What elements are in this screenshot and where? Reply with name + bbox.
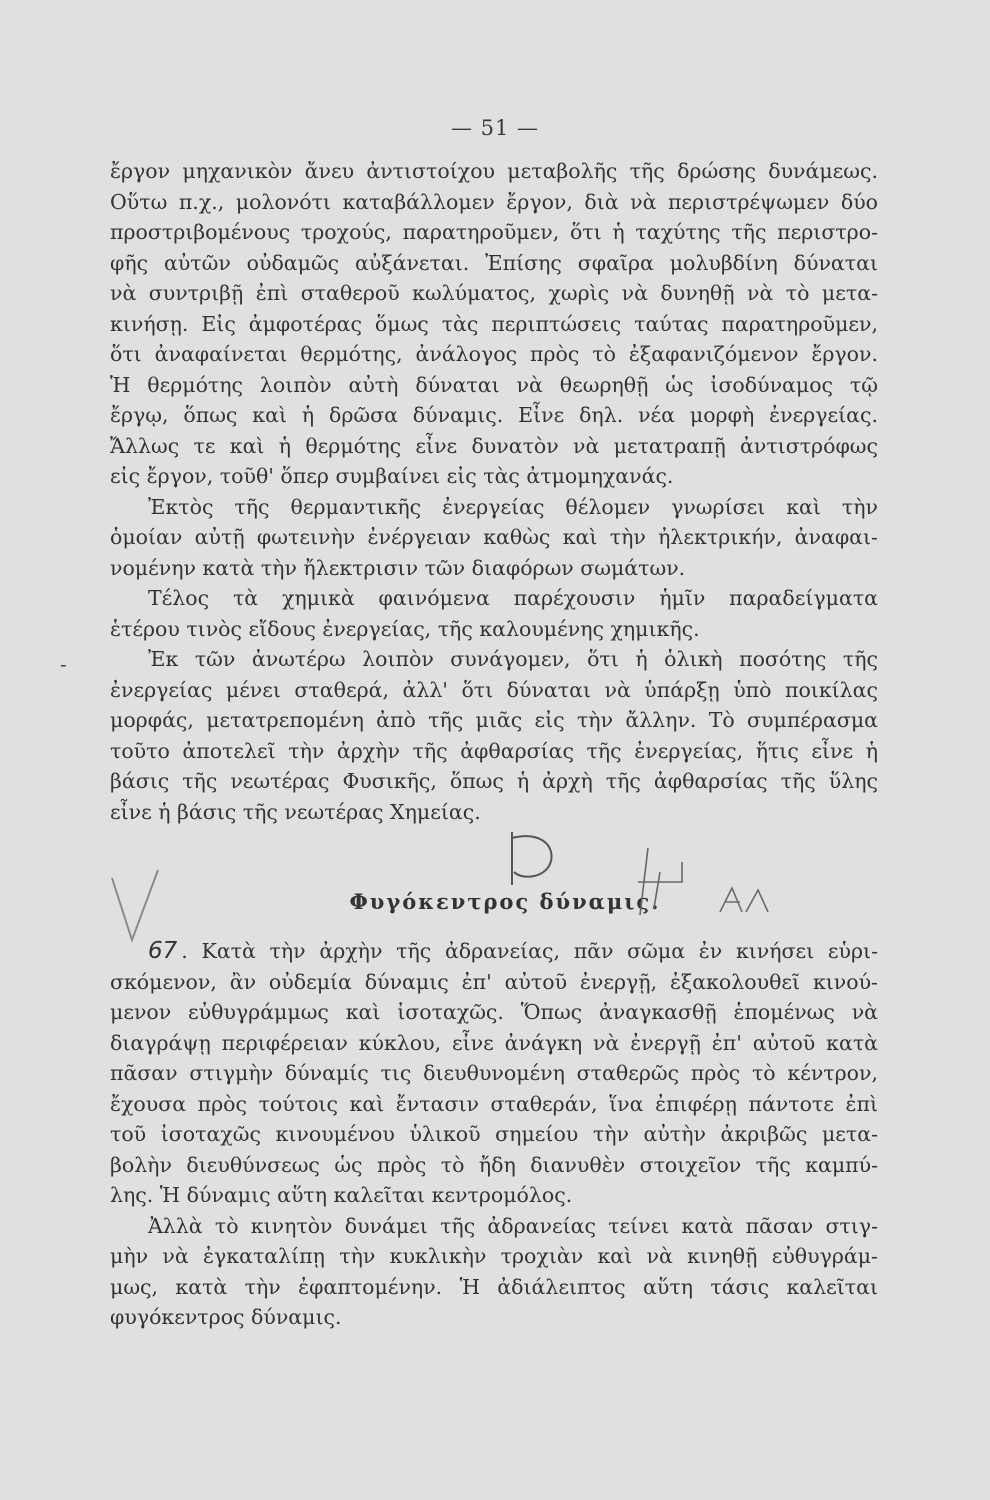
text-line: Ἐκτὸς τῆς θερμαντικῆς ἐνεργείας θέλομεν γνωρίσει καὶ τὴν <box>148 494 878 519</box>
text-line: ὅτι ἀναφαίνεται θερμότης, ἀνάλογος πρὸς τὸ ἐξαφανιζόμενον ἔργον. <box>110 342 878 366</box>
text-line: ἔργῳ, ὅπως καὶ ἡ δρῶσα δύναμις. Εἶνε δηλ. νέα μορφὴ ἐνεργείας. <box>110 403 878 427</box>
text-line: βάσις τῆς νεωτέρας Φυσικῆς, ὅπως ἡ ἀρχὴ τῆς ἀφθαρσίας τῆς ὕλης <box>110 769 878 793</box>
text-line: μενον εὐθυγράμμως καὶ ἰσοταχῶς. Ὅπως ἀναγκασθῇ ἑπομένως νὰ <box>110 1000 878 1024</box>
text-line: βολὴν διευθύνσεως ὡς πρὸς τὸ ἤδη διανυθὲν στοιχεῖον τῆς καμπύ- <box>110 1152 878 1177</box>
checkmark-pencil-mark <box>112 870 158 940</box>
paragraph-block-energy <box>110 156 878 827</box>
section-number: 67 <box>148 938 178 964</box>
text-line: ἐνεργείας μένει σταθερά, ἀλλ' ὅτι δύναται νὰ ὑπάρξῃ ὑπὸ ποικίλας <box>110 677 878 702</box>
text-line: Ἐκ τῶν ἀνωτέρω λοιπὸν συνάγομεν, ὅτι ἡ ὁλικὴ ποσότης τῆς <box>148 647 878 671</box>
text-line: Τέλος τὰ χημικὰ φαινόμενα παρέχουσιν ἡμῖν παραδείγματα <box>148 586 878 610</box>
paragraph-block-centrifugal <box>110 936 878 1333</box>
text-line: ἔργον μηχανικὸν ἄνευ ἀντιστοίχου μεταβολῆς τῆς δρώσης δυνάμεως. <box>110 159 878 183</box>
text-line: μως, κατὰ τὴν ἐφαπτομένην. Ἡ ἀδιάλειπτος αὕτη τάσις καλεῖται <box>110 1274 878 1299</box>
text-line: προστριβομένους τροχούς, παρατηροῦμεν, ὅτι ἡ ταχύτης τῆς περιστρο- <box>110 220 878 244</box>
text-line: ἔχουσα πρὸς τούτοις καὶ ἔντασιν σταθεράν, ἵνα ἐπιφέρῃ πάντοτε ἐπὶ <box>110 1091 878 1116</box>
text-line: εἰς ἔργον, τοῦθ' ὅπερ συμβαίνει εἰς τὰς ἀτμομηχανάς. <box>110 464 674 488</box>
text-line: Ἄλλως τε καὶ ἡ θερμότης εἶνε δυνατὸν νὰ μετατραπῇ ἀντιστρόφως <box>110 433 878 458</box>
text-line: πᾶσαν στιγμὴν δύναμίς τις διευθυνομένη σταθερῶς πρὸς τὸ κέντρον, <box>110 1061 878 1085</box>
section-heading: Φυγόκεντρος δύναμις. <box>349 889 661 914</box>
text-line: λης. Ἡ δύναμις αὕτη καλεῖται κεντρομόλος. <box>110 1183 573 1207</box>
text-line: τοῦ ἰσοταχῶς κινουμένου ὑλικοῦ σημείου τὴν αὐτὴν ἀκριβῶς μετα- <box>110 1122 878 1146</box>
text-line: μὴν νὰ ἐγκαταλίπῃ τὴν κυκλικὴν τροχιὰν καὶ νὰ κινηθῇ εὐθυγράμ- <box>110 1244 878 1268</box>
text-line: κινήσῃ. Εἰς ἀμφοτέρας ὅμως τὰς περιπτώσεις ταύτας παρατηροῦμεν, <box>110 311 878 336</box>
text-line: φῆς αὐτῶν οὐδαμῶς αὐξάνεται. Ἐπίσης σφαῖρα μολυβδίνη δύναται <box>110 250 878 275</box>
text-line: νομένην κατὰ τὴν ἤλεκτρισιν τῶν διαφόρων σωμάτων. <box>110 555 686 580</box>
text-line: ἑτέρου τινὸς εἴδους ἐνεργείας, τῆς καλουμένης χημικῆς. <box>110 616 700 641</box>
text-line: μορφάς, μετατρεπομένη ἀπὸ τῆς μιᾶς εἰς τὴν ἄλλην. Τὸ συμπέρασμα <box>110 708 878 732</box>
section-first-line <box>110 936 878 967</box>
text-line: νὰ συντριβῇ ἐπὶ σταθεροῦ κωλύματος, χωρὶς νὰ δυνηθῇ νὰ τὸ μετα- <box>110 281 878 305</box>
page-number: — 51 — <box>450 116 540 140</box>
text-line: Οὕτω π.χ., μολονότι καταβάλλομεν ἔργον, διὰ νὰ περιστρέψωμεν δύο <box>110 189 878 214</box>
text-line: τοῦτο ἀποτελεῖ τὴν ἀρχὴν τῆς ἀφθαρσίας τῆς ἐνεργείας, ἥτις εἶνε ἡ <box>110 738 878 763</box>
pencil-scribble-mark <box>512 832 552 885</box>
text-line: σκόμενον, ἂν οὐδεμία δύναμις ἐπ' αὐτοῦ ἐνεργῇ, ἐξακολουθεῖ κινού- <box>110 969 878 994</box>
text-line: φυγόκεντρος δύναμις. <box>110 1305 342 1329</box>
pencil-scribble-mark <box>720 888 768 912</box>
text-line: διαγράψῃ περιφέρειαν κύκλου, εἶνε ἀνάγκη νὰ ἐνεργῇ ἐπ' αὐτοῦ κατὰ <box>110 1030 878 1055</box>
text-line: Ἀλλὰ τὸ κινητὸν δυνάμει τῆς ἀδρανείας τείνει κατὰ πᾶσαν στιγ- <box>148 1213 878 1238</box>
text-line: Ἡ θερμότης λοιπὸν αὐτὴ δύναται νὰ θεωρηθῇ ὡς ἰσοδύναμος τῷ <box>110 372 878 397</box>
text-line: εἶνε ἡ βάσις τῆς νεωτέρας Χημείας. <box>110 799 481 824</box>
section-first-line-text: . Κατὰ τὴν ἀρχὴν τῆς ἀδρανείας, πᾶν σῶμα ἐν κινήσει εὑρι- <box>181 939 878 963</box>
text-line: ὁμοίαν αὐτῇ φωτεινὴν ἐνέργειαν καθὼς καὶ τὴν ἠλεκτρικήν, ἀναφαι- <box>110 525 878 549</box>
margin-mark: - <box>60 652 67 676</box>
